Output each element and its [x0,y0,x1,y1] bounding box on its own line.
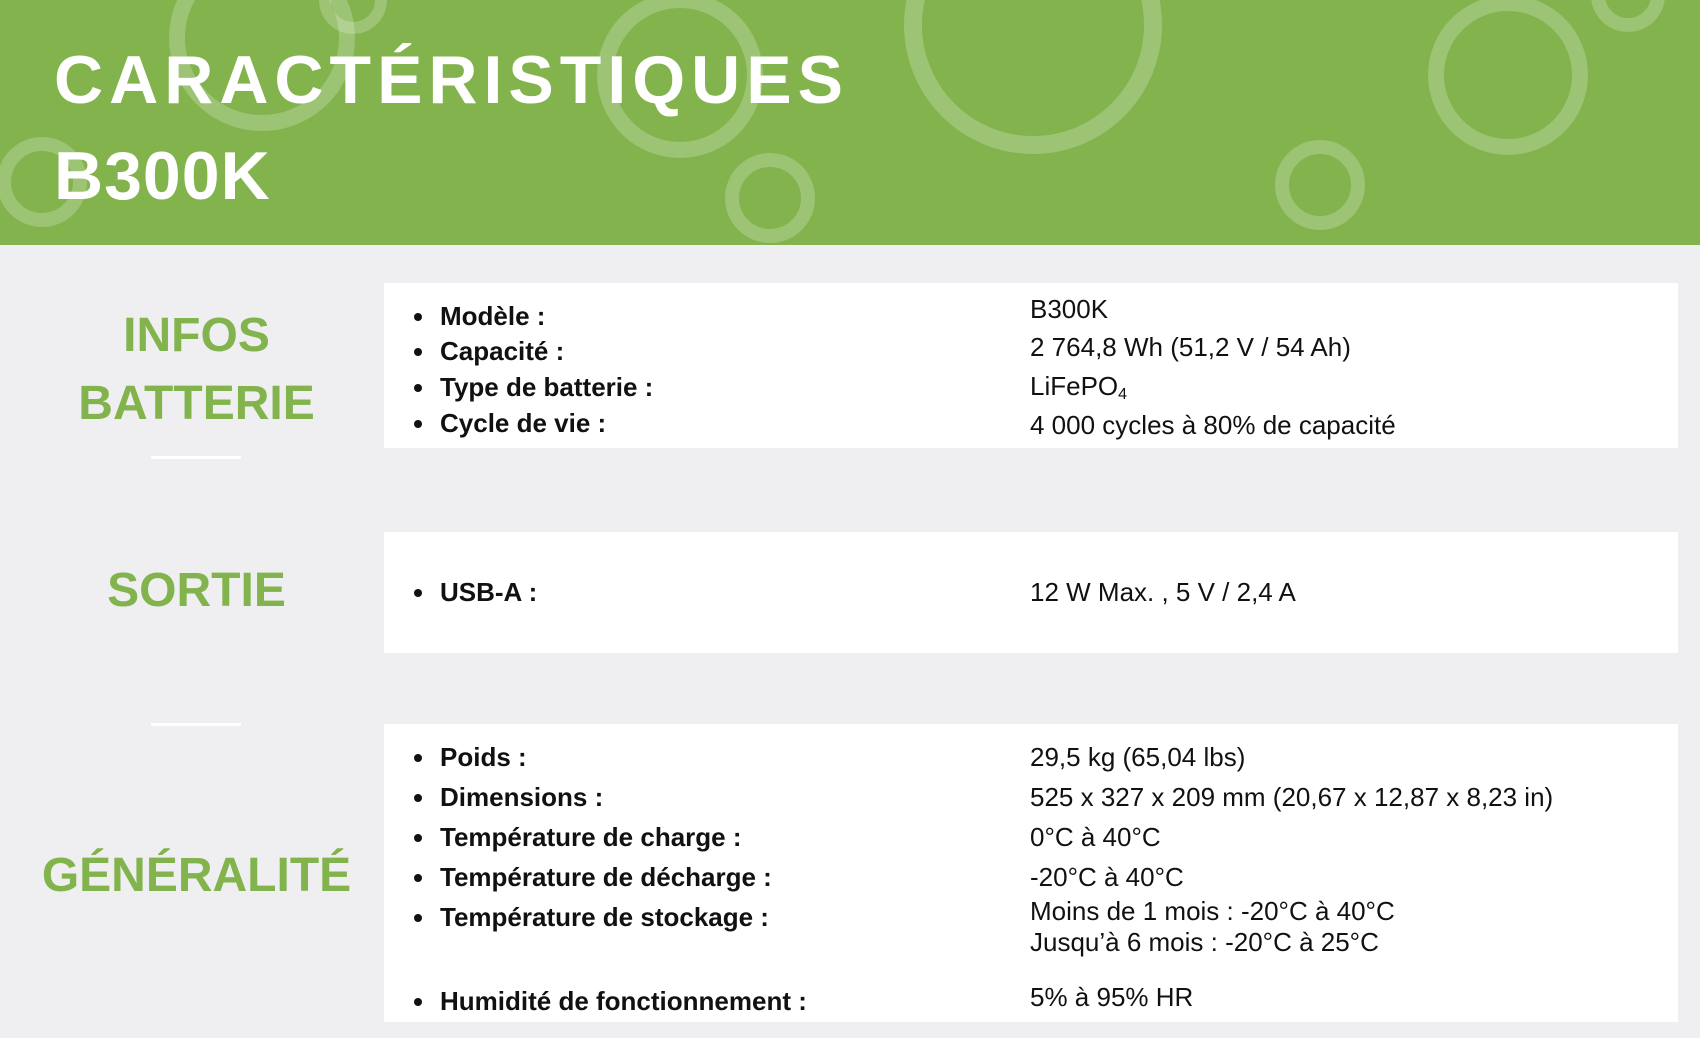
section-divider [151,723,241,726]
bullet [414,874,422,882]
bullet [414,834,422,842]
spec-key: USB-A : [440,577,538,607]
spec-value [1030,896,1395,958]
bullet [414,754,422,762]
spec-key: Température de décharge : [440,862,772,892]
spec-value: B300K [1030,294,1109,324]
spec-key: Température de stockage : [440,902,769,932]
bullet [414,348,422,356]
output-specs-card [384,532,1678,653]
spec-value: 4 000 cycles à 80% de capacité [1030,410,1396,440]
spec-row-discharge-temperature [384,860,1678,894]
spec-value: 29,5 kg (65,04 lbs) [1030,742,1246,772]
spec-value: 525 x 327 x 209 mm (20,67 x 12,87 x 8,23 in) [1030,782,1554,812]
bullet [414,589,422,597]
spec-key: Humidité de fonctionnement : [440,986,807,1016]
bullet [414,998,422,1006]
bullet [414,914,422,922]
battery-specs-card [384,283,1678,448]
bullet [414,384,422,392]
header-banner [0,0,1700,245]
section-label-battery-line2: BATTERIE [78,377,315,430]
section-label-battery-line1: INFOS [123,309,270,362]
spec-key: Modèle : [440,301,546,331]
spec-row-usb-a [384,575,1678,609]
section-divider [151,456,241,459]
bullet [414,313,422,321]
spec-row-charge-temperature [384,820,1678,854]
spec-key: Poids : [440,742,527,772]
spec-row-storage-temperature [384,896,1678,964]
spec-row-dimensions [384,780,1678,814]
spec-value: 0°C à 40°C [1030,822,1161,852]
spec-value-base: LiFePO [1030,371,1119,401]
page-title [54,32,849,224]
spec-key: Capacité : [440,336,565,366]
section-label-battery [30,302,363,438]
spec-row-battery-type [384,369,1678,403]
spec-row-cycle-life [384,406,1678,440]
general-specs-card [384,724,1678,1022]
title-line-1: CARACTÉRISTIQUES [54,42,849,118]
spec-key: Température de charge : [440,822,742,852]
section-label-output: SORTIE [107,564,286,617]
bullet [414,794,422,802]
spec-value-line-1: Moins de 1 mois : -20°C à 40°C [1030,896,1395,926]
spec-key: Dimensions : [440,782,604,812]
spec-row-operating-humidity [384,980,1678,1014]
bullet [414,420,422,428]
spec-row-capacity [384,330,1678,364]
section-label-general: GÉNÉRALITÉ [41,849,352,902]
spec-row-weight [384,740,1678,774]
spec-value: -20°C à 40°C [1030,862,1184,892]
spec-value-subscript: 4 [1118,386,1128,403]
spec-value: 12 W Max. , 5 V / 2,4 A [1030,577,1296,607]
spec-value: 5% à 95% HR [1030,982,1194,1012]
spec-key: Type de batterie : [440,372,654,402]
title-line-2: B300K [54,138,271,214]
spec-value: 2 764,8 Wh (51,2 V / 54 Ah) [1030,332,1351,362]
spec-key: Cycle de vie : [440,408,607,438]
spec-value-line-2: Jusqu’à 6 mois : -20°C à 25°C [1030,927,1379,957]
spec-row-model [384,292,1678,331]
